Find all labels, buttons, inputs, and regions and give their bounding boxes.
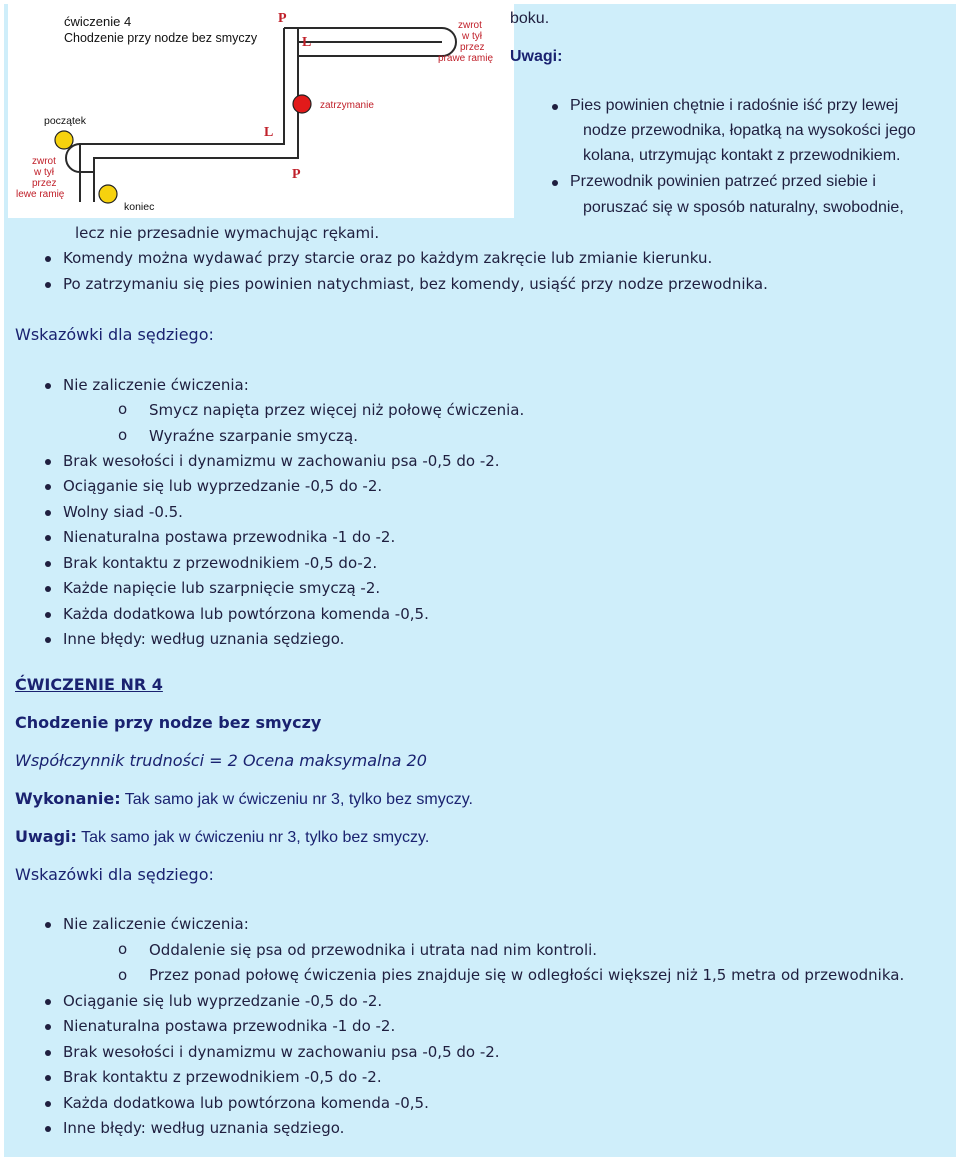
uwagi-item-2-line-2: poruszać się w sposób naturalny, swobodnie, — [583, 199, 904, 216]
uwagi-item-1-line-1: Pies powinien chętnie i radośnie iść przy lewej — [570, 97, 899, 114]
exercise-title: Chodzenie przy nodze bez smyczy — [15, 713, 322, 732]
bullet — [45, 637, 51, 643]
svg-text:przez: przez — [32, 178, 57, 189]
judge2-item-1: Ociąganie się lub wyprzedzanie -0,5 do -2. — [63, 992, 383, 1010]
bullet — [45, 484, 51, 490]
svg-text:w tył: w tył — [34, 167, 54, 178]
bullet — [45, 586, 51, 592]
label-zwrot-left — [16, 156, 65, 200]
diagram-title: ćwiczenie 4 — [64, 14, 132, 29]
judge2-item-4: Brak kontaktu z przewodnikiem -0,5 do -2. — [63, 1068, 382, 1086]
judge-heading-1: Wskazówki dla sędziego: — [15, 325, 214, 344]
judge1-sub-1: Smycz napięta przez więcej niż połowę ćwiczenia. — [149, 401, 525, 419]
end-dot — [99, 185, 117, 203]
svg-text:zwrot: zwrot — [32, 156, 56, 167]
svg-text:przez: przez — [460, 42, 485, 53]
judge1-item-5: Brak kontaktu z przewodnikiem -0,5 do-2. — [63, 554, 378, 572]
judge-heading-2: Wskazówki dla sędziego: — [15, 865, 214, 884]
judge2-sub-1: Oddalenie się psa od przewodnika i utrata nad nim kontroli. — [149, 941, 598, 959]
bullet — [45, 1075, 51, 1081]
svg-text:lewe ramię: lewe ramię — [16, 189, 65, 200]
text-boku: boku. — [510, 10, 550, 27]
uwagi-text: Tak samo jak w ćwiczeniu nr 3, tylko bez smyczy. — [76, 829, 430, 846]
sub-marker: o — [118, 400, 128, 418]
wykonanie-text: Tak samo jak w ćwiczeniu nr 3, tylko bez smyczy. — [120, 791, 473, 808]
judge2-item-2: Nienaturalna postawa przewodnika -1 do -2. — [63, 1017, 396, 1035]
label-zwrot-right — [438, 20, 493, 64]
sub-marker: o — [118, 940, 128, 958]
exercise-number: ĆWICZENIE NR 4 — [15, 675, 163, 694]
label-p-top: P — [278, 11, 287, 26]
bullet — [552, 180, 558, 186]
judge1-item-2: Ociąganie się lub wyprzedzanie -0,5 do -2. — [63, 477, 383, 495]
bullet — [45, 561, 51, 567]
uwagi-heading: Uwagi: — [510, 48, 563, 65]
bullet — [45, 383, 51, 389]
judge2-item-5: Każda dodatkowa lub powtórzona komenda -0,5. — [63, 1094, 429, 1112]
label-koniec: koniec — [124, 201, 155, 213]
judge1-item-3: Wolny siad -0.5. — [63, 503, 183, 521]
sub-marker: o — [118, 966, 128, 984]
judge1-item-8: Inne błędy: według uznania sędziego. — [63, 630, 345, 648]
uwagi-item-1-line-2: nodze przewodnika, łopatką na wysokości jego — [583, 122, 916, 139]
label-l-mid: L — [264, 125, 274, 140]
bullet — [552, 104, 558, 110]
judge1-item-4: Nienaturalna postawa przewodnika -1 do -2. — [63, 528, 396, 546]
bullet — [45, 1101, 51, 1107]
label-zatrzymanie: zatrzymanie — [320, 100, 374, 111]
bullet — [45, 256, 51, 262]
exercise-wykonanie — [15, 789, 473, 809]
route-diagram — [8, 4, 514, 218]
stop-dot — [293, 95, 311, 113]
diagram-subtitle: Chodzenie przy nodze bez smyczy — [64, 31, 258, 45]
judge2-sub-2: Przez ponad połowę ćwiczenia pies znajduje się w odległości większej niż 1,5 metra od przewodnika. — [149, 966, 905, 984]
svg-text:prawe ramię: prawe ramię — [438, 53, 494, 64]
uwagi-label: Uwagi: — [15, 827, 77, 846]
judge1-item-7: Każda dodatkowa lub powtórzona komenda -0,5. — [63, 605, 429, 623]
exercise-coefficient: Współczynnik trudności = 2 Ocena maksymalna 20 — [15, 751, 427, 770]
judge1-item-1: Brak wesołości i dynamizmu w zachowaniu psa -0,5 do -2. — [63, 452, 500, 470]
svg-text:zwrot: zwrot — [458, 20, 482, 31]
judge1-sub-2: Wyraźne szarpanie smyczą. — [149, 427, 358, 445]
exercise-uwagi — [15, 827, 429, 847]
bullet — [45, 1050, 51, 1056]
uwagi-item-1-line-3: kolana, utrzymując kontakt z przewodnikiem. — [583, 147, 901, 164]
uwagi-item-4: Po zatrzymaniu się pies powinien natychmiast, bez komendy, usiąść przy nodze przewodnika. — [63, 275, 768, 293]
label-poczatek: początek — [44, 115, 87, 127]
start-dot — [55, 131, 73, 149]
route-path — [66, 28, 456, 202]
bullet — [45, 1024, 51, 1030]
uwagi-item-2-line-1: Przewodnik powinien patrzeć przed siebie i — [570, 173, 876, 190]
label-p-bottom: P — [292, 167, 301, 182]
judge1-fail-label: Nie zaliczenie ćwiczenia: — [63, 376, 249, 394]
wykonanie-label: Wykonanie: — [15, 789, 121, 808]
judge2-fail-label: Nie zaliczenie ćwiczenia: — [63, 915, 249, 933]
bullet — [45, 922, 51, 928]
label-l-top: L — [302, 35, 312, 50]
exercise-diagram — [8, 4, 514, 218]
bullet — [45, 282, 51, 288]
bullet — [45, 510, 51, 516]
judge2-item-6: Inne błędy: według uznania sędziego. — [63, 1119, 345, 1137]
bullet — [45, 535, 51, 541]
document-page — [4, 4, 956, 1157]
bullet — [45, 459, 51, 465]
judge2-item-3: Brak wesołości i dynamizmu w zachowaniu psa -0,5 do -2. — [63, 1043, 500, 1061]
bullet — [45, 999, 51, 1005]
bullet — [45, 1126, 51, 1132]
bullet — [45, 612, 51, 618]
uwagi-item-2-line-3: lecz nie przesadnie wymachując rękami. — [75, 224, 380, 242]
svg-text:w tył: w tył — [462, 31, 482, 42]
sub-marker: o — [118, 426, 128, 444]
uwagi-item-3: Komendy można wydawać przy starcie oraz po każdym zakręcie lub zmianie kierunku. — [63, 249, 713, 267]
judge1-item-6: Każde napięcie lub szarpnięcie smyczą -2. — [63, 579, 381, 597]
